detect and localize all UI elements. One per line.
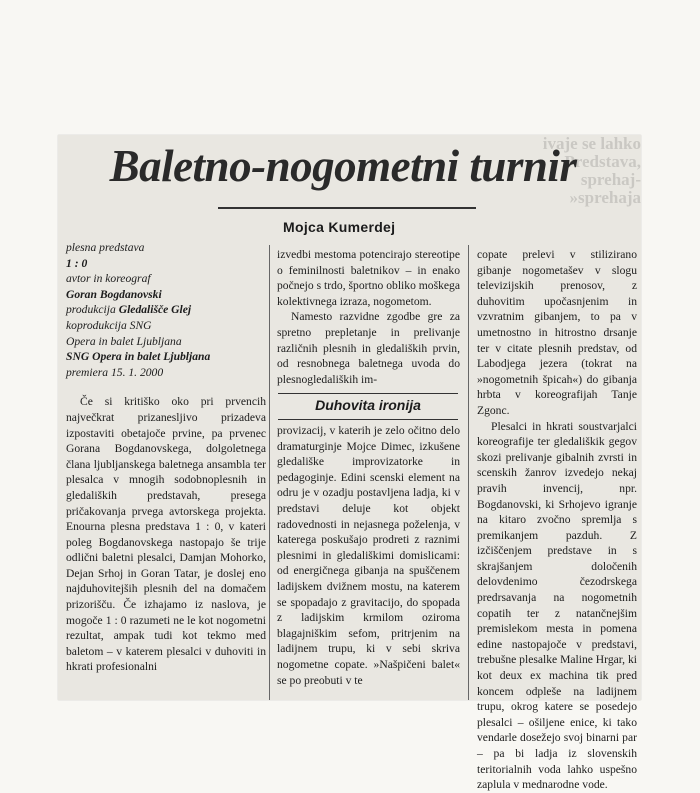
bleed-line: ivaje se lahko	[542, 134, 641, 153]
column-separator	[269, 245, 270, 700]
column-separator	[468, 245, 469, 700]
column-2-continued	[277, 423, 460, 688]
subhead-rule-bottom	[278, 419, 458, 420]
credit-title: 1 : 0	[66, 256, 88, 270]
credit-production-label: produkcija	[66, 303, 119, 317]
author-rule	[218, 207, 476, 209]
credit-coproduction: koprodukcija SNG	[66, 318, 152, 332]
credit-coproduction-2: Opera in balet Ljubljana	[66, 334, 182, 348]
newspaper-clipping	[58, 134, 641, 792]
credit-premiere: premiera 15. 1. 2000	[66, 365, 164, 379]
col3-top-paragraph: copate prelevi v stilizirano gibanje nogometašev v slogu televizijskih prenosov, z duhovitim upočasnjenim in vzvratnim gibanjem, to pa v umetnostno in hitrostno drsanje ter v citate plesnih predstav, od Labodjega jezera (tokrat na »nogometnih špicah«) do gibanja hrbta v koreografijah Tanje Zgonc.	[477, 248, 637, 417]
col3-bottom-paragraph: Plesalci in hkrati soustvarjalci koreografije ter gledališkik gegov skozi prelivanje gibalnih zvrsti in scenskih žanrov izvedejo nekaj pravih invencij, npr. Bogdanovski, ki Srhojevo igranje na kitaro zvočno spremlja s premikanjem pazduh. Z izčiščenjem predstave in s skrajšanjem določenih delovdenimo čezodrskega predrsavanja na nogometnih copatih ter z natančnejšim premislekom mesta in pomena edine nastopajoče v predstavi, trebušne plesalke Maline Hrgar, ki kot deux ex machina tik pred koncem odpleše na ladijnem trupu, okrog katere se posedejo plesalci – ošiljene enice, ki tako vendarle dosežejo svoj binarni par – pa bi ladja iz slovenskih teritorialnih voda lahko uspešno zaplula v mednarodne vode.	[477, 419, 637, 792]
credit-production	[66, 302, 266, 318]
article-headline: Baletno-nogometni turnir	[109, 141, 577, 191]
col2-mid-paragraph: Namesto razvidne zgodbe gre za spretno prepletanje in prelivanje različnih plesnih in gledaliških prvin, od resnobnega baletnega uvoda do plesnogledaliških im-	[277, 310, 460, 386]
subhead-rule-top	[278, 393, 458, 394]
column-2	[277, 247, 460, 387]
article-author: Mojca Kumerdej	[283, 219, 396, 235]
credit-role: avtor in koreograf	[66, 272, 151, 286]
col1-body-paragraph: Če si kritiško oko pri prvencih največkrat prizanesljivo prizadeva izpostaviti obetajoče prvine, pa prvenec Gorana Bogdanovskega, dolgoletnega člana ljubljanskega baletnega ansambla ter plesalca v mnogih sodobnoplesnih in gledaliških predstavah, presega pričakovanja prvega avtorskega projekta. Enourna plesna predstava 1 : 0, v kateri poleg Bogdanovskega nastopajo še trije odlični baletni plesalci, Damjan Mohorko, Dejan Srhoj in Goran Tatar, je doslej eno najduhovitejših plesnih del na domačem prizorišču. Če izhajamo iz naslova, je mogoče 1 : 0 razumeti ne le kot nogometni rezultat, ampak tudi kot tekmo med baletom – v katerem plesalci v duhoviti in hkrati profesionalni	[66, 395, 266, 674]
credit-genre: plesna predstava	[66, 241, 145, 254]
production-credits	[66, 240, 266, 380]
credit-venue: SNG Opera in balet Ljubljana	[66, 350, 211, 364]
subheading: Duhovita ironija	[315, 397, 421, 413]
credit-choreographer: Goran Bogdanovski	[66, 287, 162, 301]
bleed-line: sprehaj-	[580, 170, 641, 189]
credit-production-name: Gledališče Glej	[118, 303, 192, 317]
col2-top-paragraph: izvedbi mestoma potencirajo stereotipe o feminilnosti baletnikov – in enako počnejo s trdo, športno obliko moškega kolektivnega izraza, nogometom.	[277, 248, 460, 308]
column-1	[66, 240, 266, 675]
bleed-line: Predstava,	[564, 152, 641, 171]
column-3	[477, 247, 637, 793]
bleed-line: »sprehaja	[569, 188, 641, 207]
col2-bottom-paragraph: provizacij, v katerih je zelo očitno delo dramaturginje Mojce Dimec, izkušene gledališke improvizatorke in pedagoginje. Edini scenski element na odru je v ozadju postavljena ladja, ki v predstavi deluje kot objekt radovednosti in nejasnega poželenja, v katerega poskušajo prodreti z raznimi plesnimi in gledališkimi domislicami: od energičnega gibanja na spuščenem ladijskem dvižnem mostu, na katerem se spopadajo z gravitacijo, do spopada z ladijskim krmilom oziroma blagajniškim sefom, pritrjenim na ladijnem trupu, ki v sebi skriva nogometne copate. »Našpičeni balet« se po preobuti v te	[277, 424, 460, 687]
